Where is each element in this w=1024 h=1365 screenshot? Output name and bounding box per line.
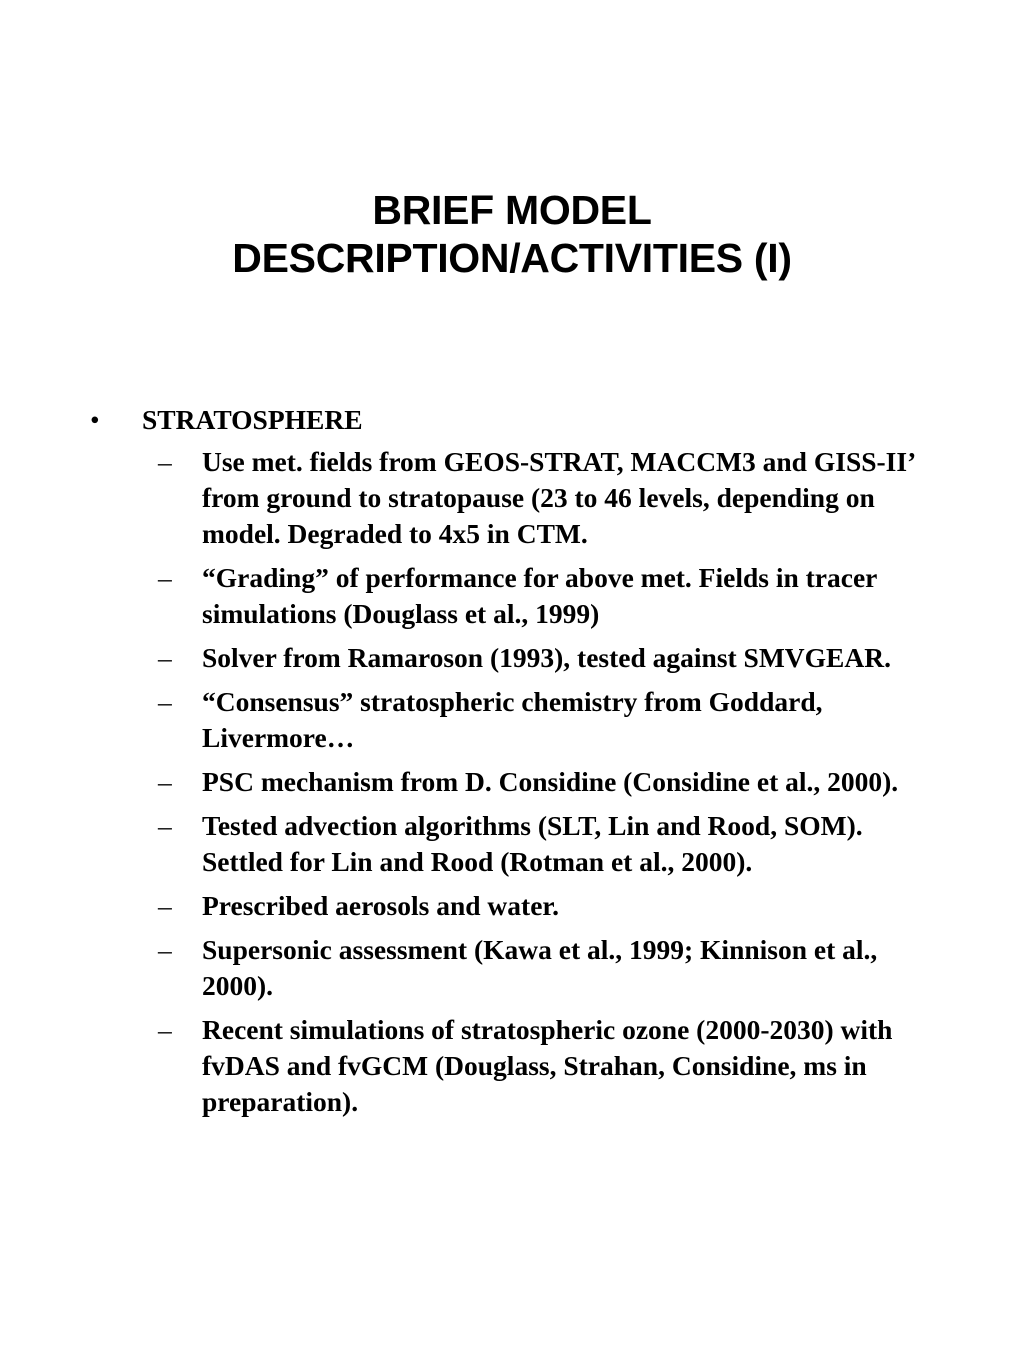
sub-bullet-text: Tested advection algorithms (SLT, Lin and Rood, SOM). Settled for Lin and Rood (Rotman et al., 2000).: [202, 810, 863, 877]
dash-icon: –: [158, 446, 172, 477]
dash-icon: –: [158, 890, 172, 921]
sub-bullet-item: [0, 560, 942, 632]
bullet-icon: •: [90, 404, 100, 435]
sub-bullet-item: [0, 764, 942, 800]
title-line-2: DESCRIPTION/ACTIVITIES (I): [232, 235, 792, 281]
sub-bullet-text: PSC mechanism from D. Considine (Considine et al., 2000).: [202, 766, 899, 797]
sub-bullet-item: [0, 888, 942, 924]
dash-icon: –: [158, 562, 172, 593]
dash-icon: –: [158, 810, 172, 841]
dash-icon: –: [158, 642, 172, 673]
sub-bullet-item: [0, 444, 942, 552]
sub-bullet-item: [0, 808, 942, 880]
sub-bullet-item: [0, 684, 942, 756]
slide-title: [100, 186, 924, 282]
sub-bullet-text: Supersonic assessment (Kawa et al., 1999; Kinnison et al., 2000).: [202, 934, 878, 1001]
sub-bullet-list: [0, 444, 1024, 1120]
sub-bullet-item: [0, 932, 942, 1004]
sub-bullet-text: Solver from Ramaroson (1993), tested against SMVGEAR.: [202, 642, 891, 673]
dash-icon: –: [158, 766, 172, 797]
bullet-item-stratosphere: [0, 402, 1024, 444]
slide-body: [0, 402, 1024, 1128]
sub-bullet-item: [0, 640, 942, 676]
section-heading: STRATOSPHERE: [142, 404, 363, 435]
sub-bullet-text: Use met. fields from GEOS-STRAT, MACCM3 and GISS-II’ from ground to stratopause (23 to 46 levels, depending on model. Degraded to 4x5 in CTM.: [202, 446, 915, 549]
dash-icon: –: [158, 1014, 172, 1045]
sub-bullet-text: Recent simulations of stratospheric ozone (2000-2030) with fvDAS and fvGCM (Douglass, Strahan, Considine, ms in preparation).: [202, 1014, 893, 1117]
dash-icon: –: [158, 934, 172, 965]
sub-bullet-item: [0, 1012, 942, 1120]
title-line-1: BRIEF MODEL: [372, 187, 652, 233]
sub-bullet-text: “Consensus” stratospheric chemistry from Goddard, Livermore…: [202, 686, 823, 753]
sub-bullet-text: “Grading” of performance for above met. Fields in tracer simulations (Douglass et al., 1999): [202, 562, 877, 629]
dash-icon: –: [158, 686, 172, 717]
sub-bullet-text: Prescribed aerosols and water.: [202, 890, 559, 921]
